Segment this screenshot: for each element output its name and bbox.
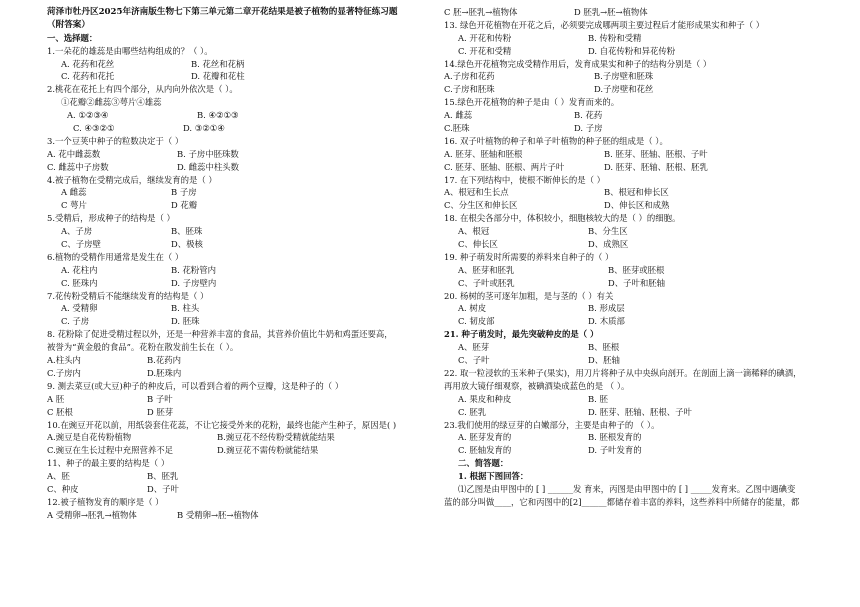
options-row [47,406,422,419]
options-row [444,70,824,83]
option-a: A. ①②③④ [67,110,109,121]
options-row [444,264,824,277]
options-row [444,341,824,354]
options-row [47,122,422,135]
option-a: A.豌豆是自花传粉植物 [47,432,132,443]
option-b: B. 柱头 [171,303,200,314]
option-c: C 胚→胚乳→植物体 [444,7,518,17]
option-c: C、子叶 [458,355,490,366]
option-b: B. 胚 [588,393,608,404]
page-title: 菏泽市牡丹区2025年济南版生物七下第三单元第二章开花结果是被子植物的显著特征练习题 [47,7,398,17]
options-row [444,122,824,135]
question-18: 18. 在根尖各部分中，体积较小，细胞核较大的是（ ）的细胞。 [444,213,681,224]
question-12: 12.被子植物发育的顺序是（ ） [47,496,164,507]
option-a: A、胚芽和胚乳 [458,264,515,275]
option-a: A. 胚芽发育的 [458,432,512,443]
option-b: B 受精卵→胚→植物体 [177,509,259,520]
option-a: A. 花药和花丝 [61,58,115,69]
options-row [47,444,422,457]
section-heading-choice: 一、选择题： [47,32,98,43]
question-14: 14.绿色开花植物完成受精作用后，发育成果实和种子的结构分别是（ ） [444,58,712,69]
options-row [444,302,824,315]
option-a: A 受精卵→胚乳→植物体 [47,509,137,520]
question-8: 8. 花粉除了促进受精过程以外，还是一种营养丰富的食品，其营养价值比牛奶和鸡蛋还要高， [47,329,393,340]
question-17: 17. 在下列结构中，使根不断伸长的是（ ） [444,174,606,185]
options-row [444,6,824,19]
options-row [47,70,422,83]
option-a: A. 树皮 [458,303,487,314]
option-d: D 胚芽 [147,406,174,417]
option-c: C.豌豆在生长过程中充照营养不足 [47,445,174,456]
options-row [47,58,422,71]
question-5: 5.受精后，形成种子的结构是（ ） [47,213,175,224]
option-b: B. 胚根发育的 [588,432,642,443]
option-d: D. 胚芽、胚轴、胚根、胚乳 [604,161,708,172]
options-row [444,148,824,161]
option-d: D.豌豆花不需传粉就能结果 [217,445,319,456]
options-row [47,315,422,328]
options-row [444,393,824,406]
option-c: C. 韧皮部 [458,316,495,327]
options-row [47,277,422,290]
question-20: 20. 杨树的茎可逐年加粗，是与茎的（ ）有关 [444,290,614,301]
option-d: D、子叶和胚轴 [608,277,665,288]
options-row [444,199,824,212]
option-b: B、胚芽或胚根 [608,264,665,275]
question-2-items: ①花瓣②雌蕊③萼片④雄蕊 [61,97,162,108]
option-c: C、分生区和伸长区 [444,200,518,211]
option-b: B、分生区 [588,226,628,237]
page-subtitle: （附答案） [47,19,90,30]
option-a: A. 花中雌蕊数 [47,148,101,159]
question-7: 7.花传粉受精后不能继续发育的结构是（ ） [47,290,209,301]
option-d: D. 花瓣和花柱 [191,71,245,82]
option-b: B. 胚芽、胚轴、胚根、子叶 [604,148,708,159]
option-d: D、成熟区 [588,239,629,250]
options-row [444,109,824,122]
option-a: A. 雌蕊 [444,110,473,121]
right-column [444,6,824,509]
question-22: 22. 取一粒浸软的玉米种子(果实)，用刀片将种子从中央纵向剖开。在剖面上滴一滴稀释的碘酒， [444,367,802,378]
option-b: B. 花粉管内 [171,264,216,275]
options-row [47,199,422,212]
question-10: 10.在豌豆开花以前，用纸袋套住花蕊，不让它接受外来的花粉，最终也能产生种子，原因是( ) [47,419,397,430]
question-22-cont: 再用放大镜仔细观察，被碘酒染成蓝色的是 （ ）。 [444,380,630,391]
option-d: D 胚乳→胚→植物体 [574,7,648,17]
options-row [444,45,824,58]
option-c: C. 子房 [61,316,90,327]
option-d: D. 子房壁内 [171,277,217,288]
question-19: 19. 种子萌发时所需要的养料来自种子的（ ） [444,251,614,262]
option-b: B. 形成层 [588,303,625,314]
option-d: D. 子叶发育的 [588,445,642,456]
section-heading-short-answer: 二、简答题： [458,458,509,469]
option-a: A、子房 [61,226,93,237]
option-a: A. 花柱内 [61,264,98,275]
option-b: B、胚珠 [171,226,203,237]
question-2: 2.桃花在花托上有四个部分，从内向外依次是（ ）。 [47,84,238,95]
short-answer-1-line-1: ⑴乙图是由甲图中的 [ ] ______发 育来，丙图是由甲图中的 [ ] _____发育来。乙图中遇碘变 [458,483,796,494]
option-c: C. 开花和受精 [458,45,512,56]
option-a: A.子房和花药 [444,71,495,82]
option-d: D. 子房 [574,123,603,134]
option-c: C 胚根 [47,406,73,417]
option-d: D、胚轴 [588,355,620,366]
option-d: D.胚珠内 [147,367,182,378]
option-c: C. 胚芽、胚轴、胚根、两片子叶 [444,161,565,172]
option-d: D. 胚珠 [171,316,200,327]
option-a: A、胚芽 [458,342,490,353]
option-b: B. 花药 [574,110,603,121]
option-c: C. 雌蕊中子房数 [47,161,109,172]
option-d: D、伸长区和成熟 [604,200,670,211]
options-row [47,109,422,122]
options-row [47,509,422,522]
option-c: C. ④③②① [73,123,115,134]
options-row [47,393,422,406]
option-c: C 萼片 [61,200,87,211]
option-c: C.胚珠 [444,123,470,134]
options-row [47,238,422,251]
options-row [47,186,422,199]
option-b: B. 花丝和花柄 [191,58,245,69]
options-row [47,148,422,161]
option-a: A 胚 [47,393,65,404]
option-a: A、根冠和生长点 [444,187,509,198]
option-d: D. 自花传粉和异花传粉 [588,45,676,56]
options-row [47,470,422,483]
option-b: B.子房壁和胚珠 [594,71,654,82]
options-row [444,186,824,199]
option-d: D、子叶 [147,483,179,494]
option-a: A、根冠 [458,226,490,237]
question-15: 15.绿色开花植物的种子是由（ ）发育而来的。 [444,97,620,108]
options-row [444,444,824,457]
option-b: B 子房 [171,187,197,198]
short-answer-1: 1. 根据下图回答： [458,471,529,482]
option-d: D. ③②①④ [183,123,225,134]
short-answer-1-line-2: 蓝的部分叫做____，它和丙图中的[2]______都储存着丰富的养料，这些养料中所储存的能量，都 [444,496,800,507]
question-11: 11、种子的最主要的结构是（ ） [47,458,170,469]
option-b: B、胚根 [588,342,620,353]
options-row [444,277,824,290]
options-row [47,264,422,277]
option-b: B.花药内 [147,355,181,366]
option-b: B.豌豆花不经传粉受精就能结果 [217,432,335,443]
options-row [444,354,824,367]
question-16: 16. 双子叶植物的种子和单子叶植物的种子胚的组成是（ ）。 [444,135,668,146]
options-row [47,302,422,315]
option-a: A. 胚芽、胚轴和胚根 [444,148,523,159]
option-a: A. 受精卵 [61,303,98,314]
options-row [47,367,422,380]
left-column [47,6,422,522]
question-23: 23.我们使用的绿豆芽的白嫩部分，主要是由种子的 （ ）。 [444,419,660,430]
option-c: C、子房壁 [61,239,101,250]
option-b: B. 子房中胚珠数 [177,148,239,159]
option-a: A 雌蕊 [61,187,87,198]
option-d: D、极核 [171,239,203,250]
question-6: 6.植物的受精作用通常是发生在（ ） [47,251,184,262]
options-row [444,161,824,174]
option-d: D. 雌蕊中柱头数 [177,161,239,172]
option-c: C. 胚珠内 [61,277,98,288]
options-row [47,354,422,367]
options-row [444,83,824,96]
options-row [444,315,824,328]
option-d: D. 木质部 [588,316,625,327]
question-13: 13. 绿色开花植物在开花之后，必须要完成哪两项主要过程后才能形成果实和种子（ ） [444,19,765,30]
option-b: B 子叶 [147,393,173,404]
question-1: 1.一朵花的雄蕊是由哪些结构组成的？（ ）。 [47,45,213,56]
question-8-cont: 被誉为“黄金般的食品”。花粉在散发前生长在（ ）。 [47,342,239,353]
options-row [47,431,422,444]
option-c: C、子叶或胚乳 [458,277,515,288]
option-b: B、根冠和伸长区 [604,187,669,198]
option-a: A.柱头内 [47,355,81,366]
option-c: C. 胚乳 [458,406,487,417]
option-d: D 花瓣 [171,200,198,211]
options-row [47,483,422,496]
option-c: C、种皮 [47,483,79,494]
option-c: C. 胚轴发育的 [458,445,512,456]
question-9: 9. 测去菜豆(或大豆)种子的种皮后，可以看到合着的两个豆瓣，这是种子的（ ） [47,380,344,391]
option-a: A. 开花和传粉 [458,32,512,43]
option-c: C.子房内 [47,367,81,378]
option-c: C、伸长区 [458,239,498,250]
question-4: 4.被子植物在受精完成后，继续发育的是（ ） [47,174,217,185]
option-b: B、胚乳 [147,471,179,482]
options-row [444,431,824,444]
option-b: B. 传粉和受精 [588,32,642,43]
option-d: D.子房壁和花丝 [594,84,654,95]
option-b: B. ④②①③ [197,110,239,121]
options-row [444,225,824,238]
option-c: C. 花药和花托 [61,71,115,82]
options-row [444,406,824,419]
option-a: A、胚 [47,471,70,482]
option-c: C.子房和胚珠 [444,84,495,95]
options-row [444,32,824,45]
question-21: 21. 种子萌发时，最先突破种皮的是（ ） [444,329,599,340]
options-row [444,238,824,251]
option-a: A. 果皮和种皮 [458,393,512,404]
option-d: D. 胚芽、胚轴、胚根、子叶 [588,406,692,417]
options-row [47,225,422,238]
question-3: 3.一个豆荚中种子的粒数决定于（ ） [47,135,184,146]
options-row [47,161,422,174]
